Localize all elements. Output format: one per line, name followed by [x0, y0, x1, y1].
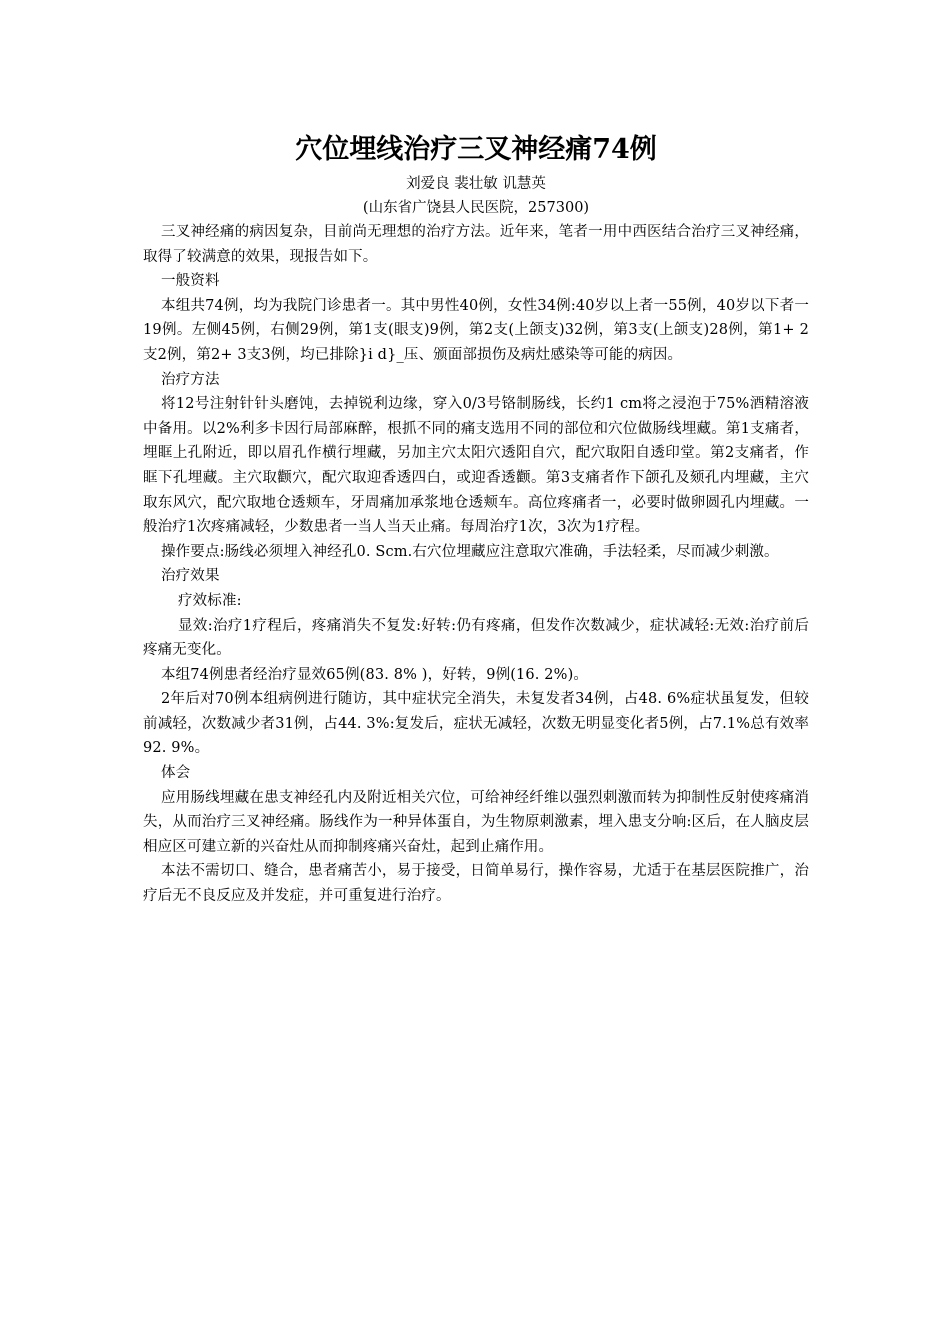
affiliation: (山东省广饶县人民医院，257300) [362, 200, 590, 216]
section-heading-method: 治疗方法 [161, 371, 220, 388]
document-page [143, 128, 809, 909]
article-title: 穴位埋线治疗三叉神经痛74例 [295, 134, 657, 165]
followup-paragraph: 2年后对70例本组病例进行随访，其中症状完全消失，未复发者34例，占48. 6%症状虽复发，但较前减轻，次数减少者31例，占44. 3%:复发后，症状无减轻，次数无明显变化者5例，占7.1%总有效率92. 9%。 [143, 691, 809, 757]
intro-paragraph: 三叉神经痛的病因复杂，目前尚无理想的治疗方法。近年来，笔者一用中西医结合治疗三叉神经痛，取得了较满意的效果，现报告如下。 [143, 224, 809, 265]
method-paragraph: 将12号注射针针头磨饨，去掉锐利边缘，穿入0/3号铬制肠线，长约1 cm将之浸泡于75%酒精溶液中备用。以2%利多卡因行局部麻醉，根抓不同的痛支选用不同的部位和穴位做肠线埋藏。第1支痛者，埋眶上孔附近，即以眉孔作横行埋藏，另加主穴太阳穴透阳自穴，配穴取阳自透印堂。第2支痛者，作眶下孔埋藏。主穴取颧穴，配穴取迎香透四白，或迎香透颧。第3支痛者作下颌孔及颏孔内埋藏，主穴取东风穴，配穴取地仓透颊车，牙周痛加承浆地仓透颊车。高位疼痛者一，必要时做卵圆孔内埋藏。一般治疗1次疼痛减轻，少数患者一当人当天止痛。每周治疗1次，3次为1疗程。 [143, 396, 809, 536]
section-heading-effect: 治疗效果 [161, 568, 220, 585]
criteria-paragraph: 显效:治疗1疗程后，疼痛消失不复发:好转:仍有疼痛，但发作次数减少，症状减轻:无效:治疗前后疼痛无变化。 [143, 617, 809, 659]
general-paragraph: 本组共74例，均为我院门诊患者一。其中男性40例，女性34例:40岁以上者一55例，40岁以下者一19例。左侧45例，右侧29例，第1支(眼支)9例，第2支(上颌支)32例，第3支(上颌支)28例，第1+ 2支2例，第2+ 3支3例，均已排除}i d}_压、颁面部损伤及病灶感染等可能的病因。 [143, 297, 809, 363]
article-body [143, 220, 809, 909]
section-heading-discussion: 体会 [161, 765, 191, 782]
key-points-paragraph: 操作要点:肠线必须埋入神经孔0. Scm.右穴位埋藏应注意取穴准确，手法轻柔，尽而减少刺激。 [161, 543, 779, 560]
result-paragraph: 本组74例患者经治疗显效65例(83. 8% )，好转，9例(16. 2%)。 [161, 666, 589, 683]
discussion-paragraph-1: 应用肠线埋藏在患支神经孔内及附近相关穴位，可给神经纤维以强烈刺激而转为抑制性反射使疼痛消失，从而治疗三叉神经痛。肠线作为一种异体蛋自，为生物原刺激素，埋入患支分响:区后，在人脑皮层相应区可建立新的兴奋灶从而抑制疼痛兴奋灶，起到止痛作用。 [143, 789, 809, 855]
discussion-paragraph-2: 本法不需切口、缝合，患者痛苦小，易于接受，日简单易行，操作容易，尤适于在基层医院推广，治疗后无不良反应及并发症，并可重复进行治疗。 [143, 863, 809, 905]
section-heading-general: 一般资料 [161, 273, 220, 290]
authors: 刘爱良 裴壮敏 讥慧英 [406, 176, 546, 192]
criteria-label: 疗效标准: [178, 592, 242, 609]
